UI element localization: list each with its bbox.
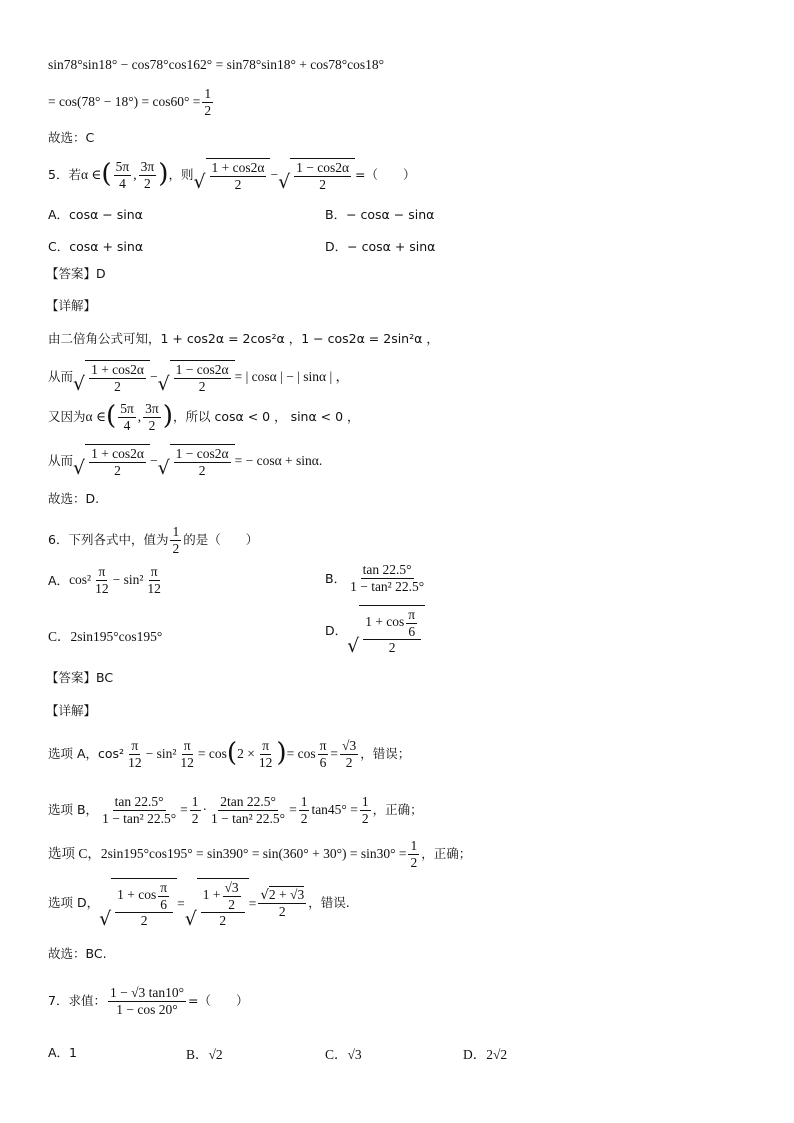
q6-solution-d: 选项 D， √ 1 + cos $\frac{\pi}{6}$ 2 = √ 1 + $\frac{√3}{2}$ 2 = $\frac{√2 + √3}{2}$ ，错误.	[48, 880, 350, 930]
q5-sqrt-1: √ $\frac{1 + \cos 2\alpha}{2}$	[193, 158, 270, 192]
prev-equation-2-text: = cos(78° − 18°) = cos60° =	[48, 94, 201, 110]
q6-solution-a: 选项 A，cos² $\frac{\pi}{12}$ − sin² $\frac{\pi}{12}$ = cos ( 2 × $\frac{\pi}{12}$ ) = cos $\frac{\pi}{6}$ = $\frac{√3}{2}$ ，错误；	[48, 738, 411, 770]
q5-detail-line-1: 由二倍角公式可知，1 + cos2α = 2cos²α ，1 − cos2α = 2sin²α ，	[48, 331, 439, 346]
q7-option-b: B．√2	[186, 1047, 223, 1062]
half-fraction: $\frac{1}{2}$	[204, 86, 212, 118]
prev-equation-text: sin78°sin18° − cos78°cos162° = sin78°sin18° + cos78°cos18°	[48, 57, 385, 72]
q6-option-c: C．2sin195°cos195°	[48, 629, 163, 644]
q6-solution-b: 选项 B， $\frac{\tan 22.5^\circ}{\text{1 − tan² 22.5°}}$ = $\frac{1}{2}$ · $\frac{2\tan 22.5^\circ}{\text{1 − tan² 22.5°}}$ = $\frac{1}{2}$ tan45° = $\frac{1}{2}$ ，正确；	[48, 794, 423, 826]
q7-option-c: C．√3	[325, 1047, 362, 1062]
q6-answer: 【答案】BC	[46, 670, 114, 685]
prev-equation-line-1	[48, 58, 384, 72]
q7-option-d: D．2√2	[463, 1047, 508, 1062]
q5-choice: 故选：D.	[48, 491, 100, 506]
q5-option-b: B．− cosα − sinα	[325, 207, 435, 222]
q5-stem: 5．若 α ∈ ( $\frac{5\pi}{4}$ , $\frac{3\pi}{2}$ ) ，则 √ $\frac{1 + \cos 2\alpha}{2}$ − √ $\frac{1 - \cos 2\alpha}{2}$ =（ ）	[48, 159, 416, 194]
prev-choice: 故选：C	[48, 130, 95, 145]
q7-stem: 7．求值： $\frac{1 - √3 \tan 10^\circ}{1 - \cos 20^\circ}$ =（ ）	[48, 985, 249, 1017]
q5-answer: 【答案】D	[46, 266, 106, 281]
q6-option-d: D． √ 1 + cos $\frac{\pi}{6}$ 2	[325, 605, 425, 656]
q5-number: 5．若	[48, 166, 81, 182]
q5-interval-a: $\frac{5\pi}{4}$	[115, 159, 130, 191]
q6-choice: 故选：BC.	[48, 946, 107, 961]
q6-stem: 6．下列各式中，值为 $\frac{1}{2}$ 的是（ ）	[48, 524, 259, 556]
q7-expression: $\frac{1 - √3 \tan 10^\circ}{1 - \cos 20^\circ}$	[109, 985, 184, 1017]
q5-detail-line-3: 又因为 α ∈ ( $\frac{5\pi}{4}$ , $\frac{3\pi}{2}$ ) ，所以 cosα < 0 ， sinα < 0 ，	[48, 401, 360, 433]
q6-solution-c: 选项 C，2sin195°cos195° = sin390° = sin(360° + 30°) = sin30° = $\frac{1}{2}$ ，正确；	[48, 838, 472, 870]
q6-option-b: B． $\frac{\tan 22.5^\circ}{\text{1 − tan² 22.5°}}$	[325, 562, 425, 594]
q5-sqrt-2: √ $\frac{1 - \cos 2\alpha}{2}$	[278, 158, 355, 192]
q5-detail-heading: 【详解】	[46, 298, 97, 313]
q5-detail-line-4: 从而 √ $\frac{1 + \cos 2\alpha}{2}$ − √ $\frac{1 - \cos 2\alpha}{2}$ = − cosα + sinα.	[48, 446, 323, 480]
q5-interval-b: $\frac{3\pi}{2}$	[140, 159, 155, 191]
prev-equation-line-2	[48, 86, 215, 118]
q5-option-c: C．cosα + sinα	[48, 239, 144, 254]
q6-detail-heading: 【详解】	[46, 703, 97, 718]
q7-option-a: A．1	[48, 1045, 78, 1060]
q5-option-a: A．cosα − sinα	[48, 207, 143, 222]
q5-detail-line-2: 从而 √ $\frac{1 + \cos 2\alpha}{2}$ − √ $\frac{1 - \cos 2\alpha}{2}$ = | cosα | − | sinα | ，	[48, 362, 350, 396]
q6-option-a: A． cos² $\frac{\pi}{12}$ − sin² $\frac{\pi}{12}$	[48, 564, 161, 596]
q5-option-d: D．− cosα + sinα	[325, 239, 436, 254]
